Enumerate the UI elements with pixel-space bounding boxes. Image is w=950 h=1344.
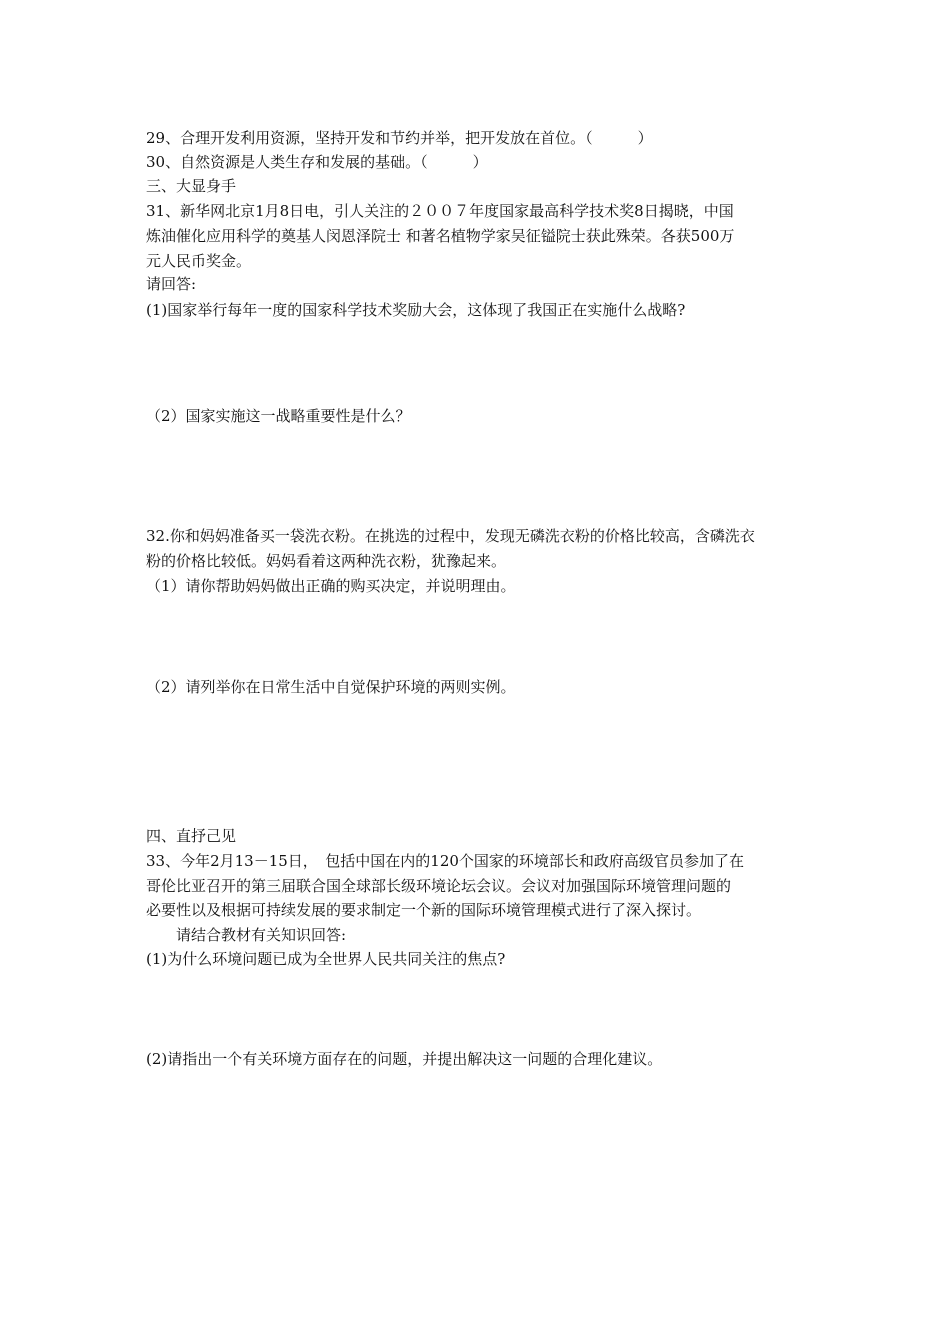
question-33-line-1: 33、今年2月13－15日， 包括中国在内的120个国家的环境部长和政府高级官员参加了在 [146,852,744,870]
question-33-line-2: 哥伦比亚召开的第三届联合国全球部长级环境论坛会议。会议对加强国际环境管理问题的 [146,877,732,895]
section-heading-4: 四、直抒己见 [146,827,237,845]
question-31-line-3: 元人民币奖金。 [146,252,252,270]
question-30: 30、自然资源是人类生存和发展的基础。（ ） [146,153,488,171]
question-32-part-1: （1）请你帮助妈妈做出正确的购买决定，并说明理由。 [146,577,516,595]
question-33-part-1: (1)为什么环境问题已成为全世界人民共同关注的焦点? [146,950,506,968]
question-29: 29、合理开发利用资源，坚持开发和节约并举，把开发放在首位。（ ） [146,129,653,147]
question-32-part-2: （2）请列举你在日常生活中自觉保护环境的两则实例。 [146,678,516,696]
question-31-line-2: 炼油催化应用科学的奠基人闵恩泽院士 和著名植物学家吴征镒院士获此殊荣。各获500万 [146,227,735,245]
question-33-part-2: (2)请指出一个有关环境方面存在的问题，并提出解决这一问题的合理化建议。 [146,1050,663,1068]
question-31-part-2: （2）国家实施这一战略重要性是什么？ [146,407,411,425]
question-31-line-1: 31、新华网北京1月8日电，引人关注的２００７年度国家最高科学技术奖8日揭晓，中国 [146,202,734,220]
question-32-line-1: 32.你和妈妈准备买一袋洗衣粉。在挑选的过程中，发现无磷洗衣粉的价格比较高，含磷洗衣 [146,527,755,545]
question-33-line-3: 必要性以及根据可持续发展的要求制定一个新的国际环境管理模式进行了深入探讨。 [146,901,702,919]
question-33-prompt: 请结合教材有关知识回答: [146,926,347,944]
section-heading-3: 三、大显身手 [146,177,237,195]
question-32-line-2: 粉的价格比较低。妈妈看着这两种洗衣粉，犹豫起来。 [146,552,507,570]
question-31-part-1: (1)国家举行每年一度的国家科学技术奖励大会，这体现了我国正在实施什么战略? [146,301,686,319]
question-31-prompt: 请回答: [146,275,197,293]
